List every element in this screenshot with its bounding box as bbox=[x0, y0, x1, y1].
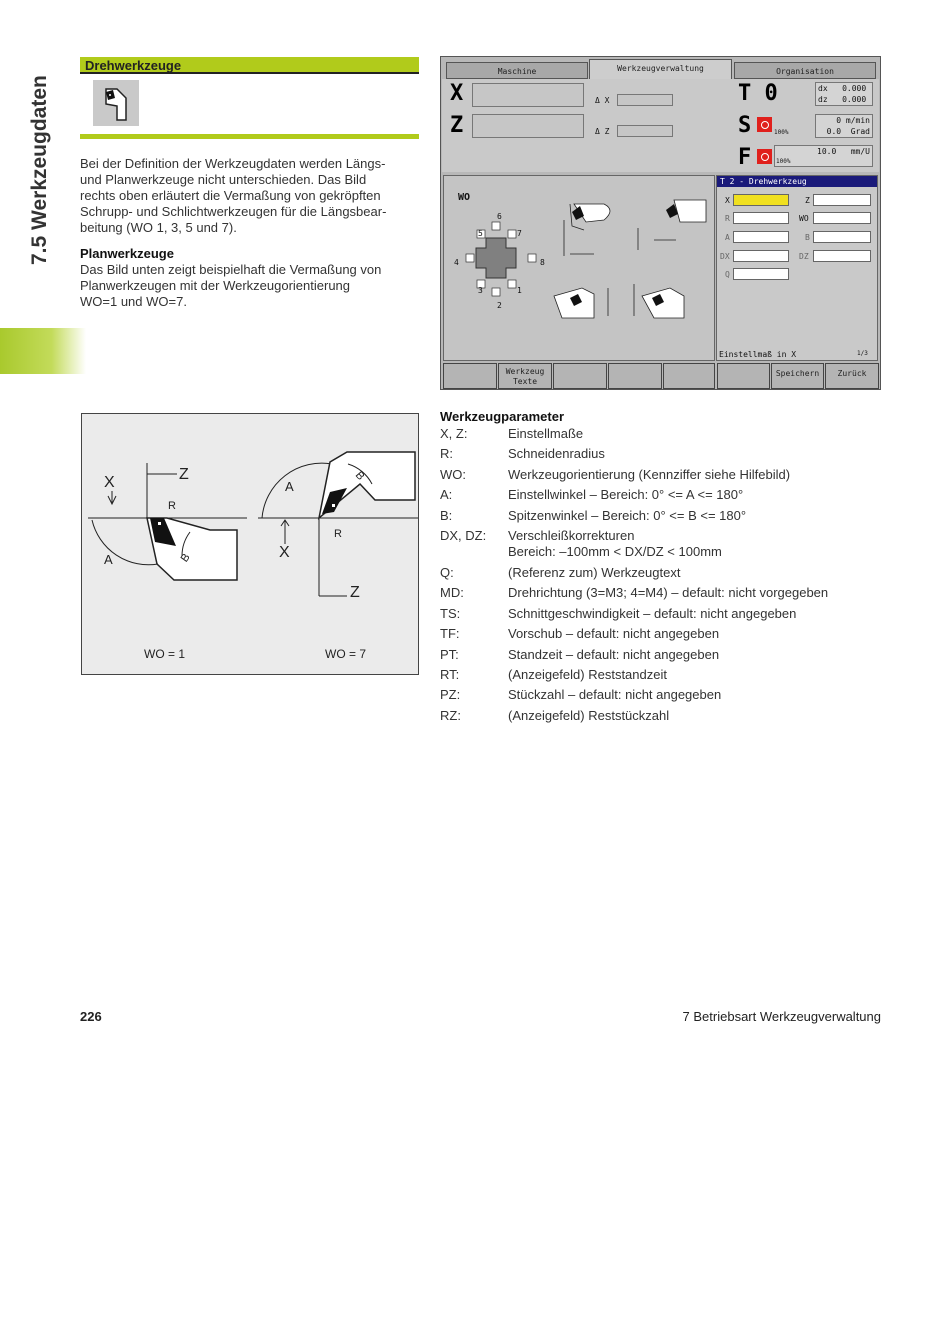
spindle-box: 0 m/min 0.0 Grad bbox=[815, 114, 873, 138]
wo1-caption: WO = 1 bbox=[144, 647, 186, 661]
axis-z-label: Z bbox=[450, 113, 464, 138]
chapter-title: 7 Betriebsart Werkzeugverwaltung bbox=[682, 1009, 881, 1024]
spindle-label: S bbox=[738, 113, 752, 138]
field-r-input[interactable] bbox=[733, 212, 789, 224]
delta-x-label: Δ X bbox=[595, 96, 610, 105]
softkey-6[interactable] bbox=[717, 363, 770, 389]
delta-z-label: Δ Z bbox=[595, 127, 610, 136]
params-title: Werkzeugparameter bbox=[440, 409, 565, 424]
subheading: Planwerkzeuge bbox=[80, 246, 174, 261]
delta-x-value bbox=[617, 94, 673, 106]
axis-x-value bbox=[472, 83, 584, 107]
tool-offset-box: dx 0.000 dz 0.000 bbox=[815, 82, 873, 106]
wo-number-7: 7 bbox=[517, 229, 522, 238]
axis-x-label: X bbox=[450, 81, 464, 106]
wo7-z-label: Z bbox=[350, 584, 360, 601]
softkey-4[interactable] bbox=[608, 363, 662, 389]
page-indicator: 1/3 bbox=[857, 350, 868, 357]
panel-title: T 2 - Drehwerkzeug bbox=[717, 176, 877, 187]
wo-number-2: 2 bbox=[497, 301, 502, 310]
spindle-override: 100% bbox=[774, 129, 789, 136]
section-heading: Drehwerkzeuge bbox=[80, 57, 419, 74]
tab-werkzeugverwaltung[interactable]: Werkzeugverwaltung bbox=[589, 59, 732, 80]
section-side-title: 7.5 Werkzeugdaten bbox=[28, 75, 51, 265]
feed-label: F bbox=[738, 145, 752, 170]
field-z-label: Z bbox=[805, 196, 810, 205]
position-display bbox=[442, 79, 879, 172]
field-q-label: Q bbox=[725, 270, 730, 279]
wo1-a-label: A bbox=[104, 552, 113, 567]
wo-number-1: 1 bbox=[517, 286, 522, 295]
facing-tool-figure bbox=[81, 413, 419, 675]
planwerkzeuge-paragraph: Planwerkzeuge Das Bild unten zeigt beispielhaft die Vermaßung von Planwerkzeugen mit der Werkzeugorientierung WO=1 und WO=7. bbox=[80, 246, 425, 310]
wo7-caption: WO = 7 bbox=[325, 647, 367, 661]
tab-maschine[interactable]: Maschine bbox=[446, 62, 588, 79]
wo1-b-label: B bbox=[178, 551, 193, 565]
field-b-input[interactable] bbox=[813, 231, 871, 243]
side-tab-marker bbox=[0, 328, 86, 374]
wo7-r-label: R bbox=[334, 528, 342, 540]
field-dz-input[interactable] bbox=[813, 250, 871, 262]
wo1-z-label: Z bbox=[179, 466, 189, 483]
axis-z-value bbox=[472, 114, 584, 138]
field-r-label: R bbox=[725, 214, 730, 223]
field-z-input[interactable] bbox=[813, 194, 871, 206]
page-number: 226 bbox=[80, 1009, 102, 1024]
spindle-status-icon bbox=[757, 117, 772, 132]
feed-status-icon bbox=[757, 149, 772, 164]
wo-number-3: 3 bbox=[478, 286, 483, 295]
heading-rule bbox=[80, 134, 419, 139]
softkey-5[interactable] bbox=[663, 363, 715, 389]
field-x-label: X bbox=[725, 196, 730, 205]
feed-box: 10.0 mm/U 100% bbox=[774, 145, 873, 167]
wo7-b-label: B bbox=[352, 469, 367, 483]
wo-number-8: 8 bbox=[540, 258, 545, 267]
field-dz-label: DZ bbox=[799, 252, 809, 261]
wo7-a-label: A bbox=[285, 479, 294, 494]
cnc-screen bbox=[440, 56, 881, 390]
field-dx-label: DX bbox=[720, 252, 730, 261]
softkey-1[interactable] bbox=[443, 363, 497, 389]
wo1-r-label: R bbox=[168, 500, 176, 512]
field-dx-input[interactable] bbox=[733, 250, 789, 262]
softkey-zurueck[interactable]: Zurück bbox=[825, 363, 879, 389]
field-b-label: B bbox=[805, 233, 810, 242]
field-a-label: A bbox=[725, 233, 730, 242]
tool-number-label: T 0 bbox=[738, 81, 778, 106]
wo7-x-label: X bbox=[279, 544, 290, 561]
delta-z-value bbox=[617, 125, 673, 137]
field-x-input[interactable] bbox=[733, 194, 789, 206]
tool-input-panel bbox=[716, 175, 878, 361]
tool-orientation-help bbox=[443, 175, 715, 361]
intro-paragraph: Bei der Definition der Werkzeugdaten werden Längs- und Planwerkzeuge nicht unterschieden. Das Bild rechts oben erläutert die Vermaßung von gekröpften Schrupp- und Schlichtwerkzeugen für die Längsbear- beitung (WO 1, 3, 5 und 7). bbox=[80, 156, 387, 235]
tab-organisation[interactable]: Organisation bbox=[734, 62, 876, 79]
softkey-speichern[interactable]: Speichern bbox=[771, 363, 824, 389]
wo-number-4: 4 bbox=[454, 258, 459, 267]
wo1-x-label: X bbox=[104, 474, 115, 491]
status-line: Einstellmaß in X bbox=[719, 350, 797, 359]
turning-tool-icon bbox=[93, 80, 139, 126]
field-a-input[interactable] bbox=[733, 231, 789, 243]
wo-label: WO bbox=[458, 192, 471, 203]
field-wo-input[interactable] bbox=[813, 212, 871, 224]
softkey-3[interactable] bbox=[553, 363, 607, 389]
wo-number-6: 6 bbox=[497, 212, 502, 221]
softkey-werkzeug-texte[interactable]: Werkzeug Texte bbox=[498, 363, 552, 389]
wo-number-5: 5 bbox=[478, 229, 483, 238]
field-wo-label: WO bbox=[799, 214, 809, 223]
field-q-input[interactable] bbox=[733, 268, 789, 280]
